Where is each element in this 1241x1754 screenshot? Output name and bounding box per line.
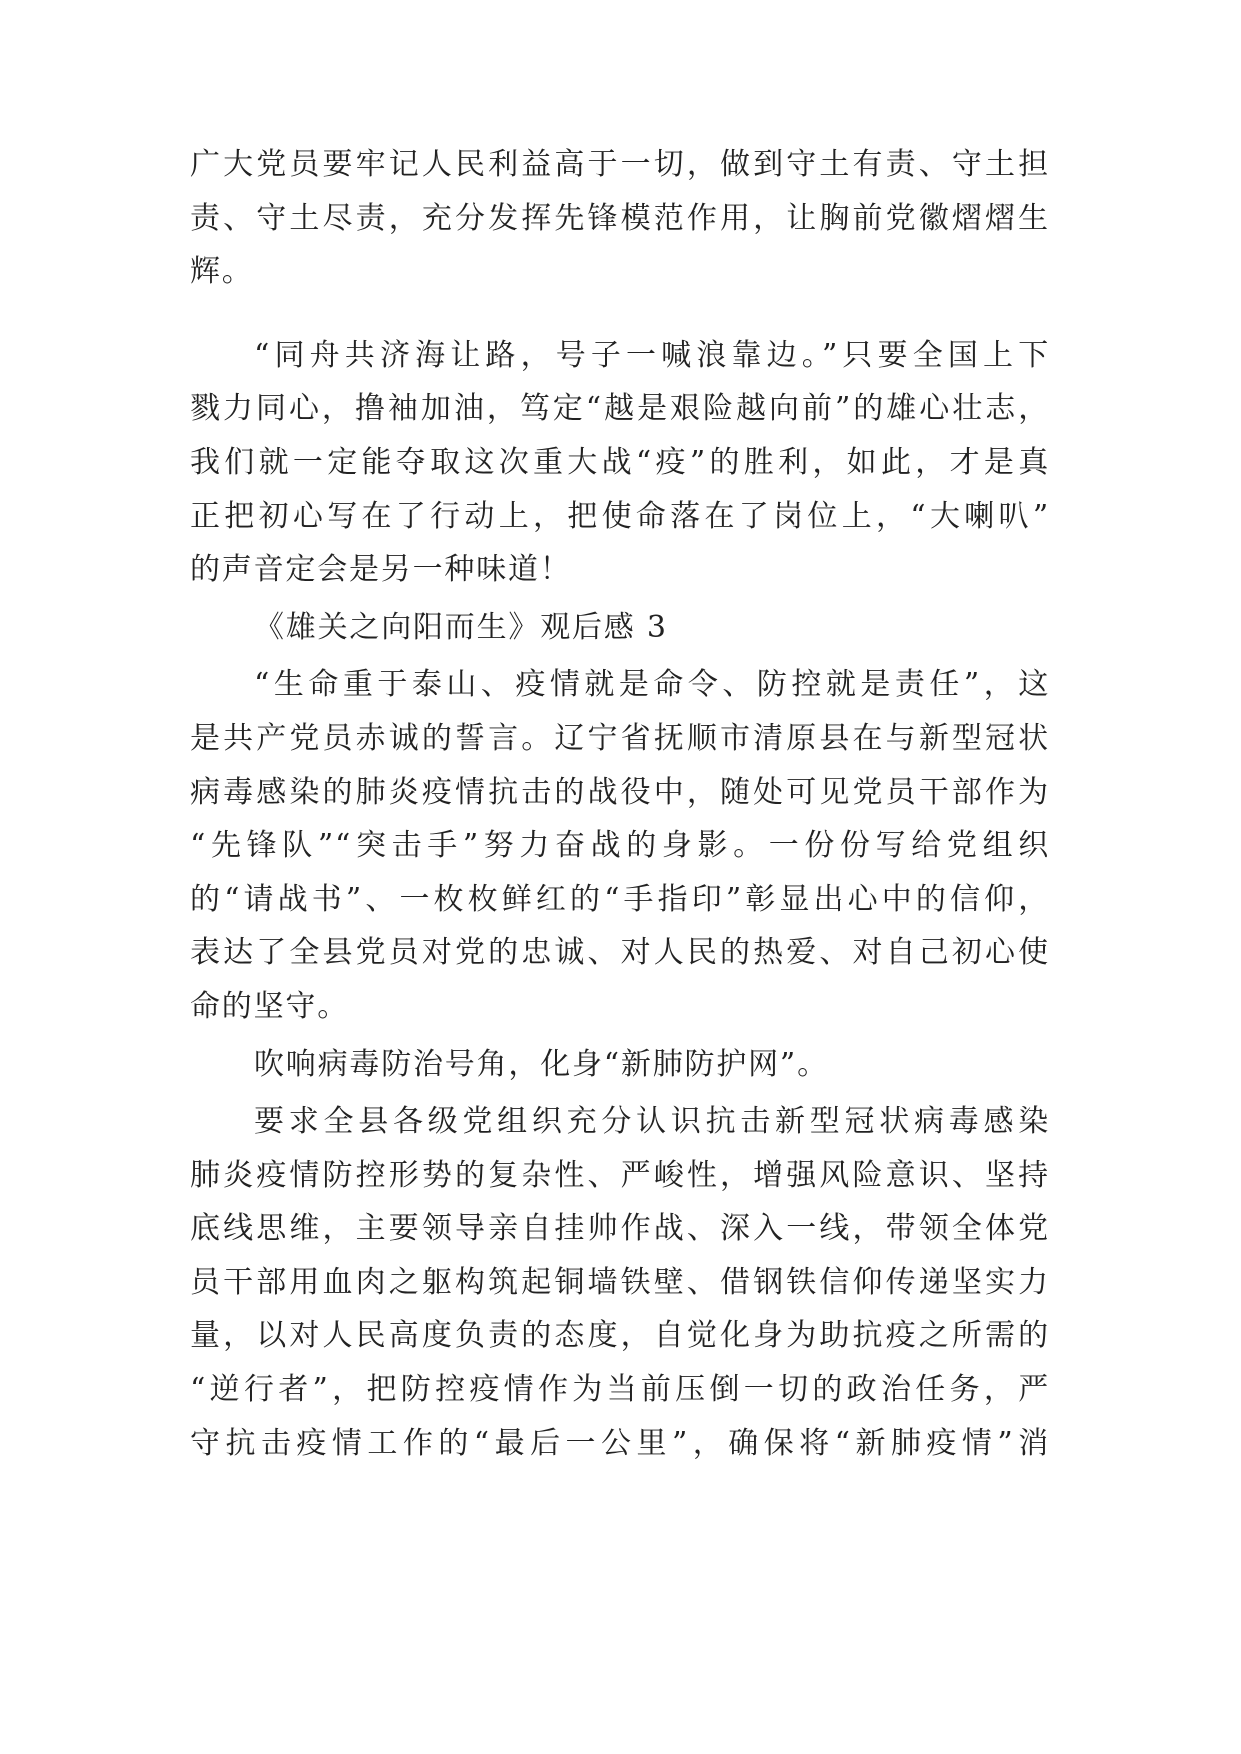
- text-line: 守抗击疫情工作的“最后一公里”，确保将“新肺疫情”消: [190, 1425, 1050, 1461]
- paragraph: [190, 1095, 1050, 1470]
- paragraph: [190, 329, 1050, 597]
- paragraph: [190, 658, 1050, 1033]
- text-line: “同舟共济海让路，号子一喊浪靠边。”只要全国上下: [254, 337, 1050, 373]
- text-line: “先锋队”“突击手”努力奋战的身影。一份份写给党组织: [190, 828, 1050, 864]
- text-line: 正把初心写在了行动上，把使命落在了岗位上，“大喇叭”: [190, 498, 1050, 534]
- text-line: 表达了全县党员对党的忠诚、对人民的热爱、对自己初心使: [190, 935, 1050, 971]
- text-line: 责、守土尽责，充分发挥先锋模范作用，让胸前党徽熠熠生: [190, 200, 1050, 236]
- text-line: 命的坚守。: [190, 988, 349, 1024]
- text-line: 的声音定会是另一种味道！: [190, 552, 572, 588]
- section-title-text: 《雄关之向阳而生》观后感 3: [254, 609, 668, 645]
- text-line: 量，以对人民高度负责的态度，自觉化身为助抗疫之所需的: [190, 1318, 1050, 1354]
- section-title: [190, 601, 1050, 655]
- text-line: 广大党员要牢记人民利益高于一切，做到守土有责、守土担: [190, 147, 1050, 182]
- document-body: [190, 138, 1050, 1470]
- text-line: 要求全县各级党组织充分认识抗击新型冠状病毒感染: [254, 1104, 1050, 1140]
- paragraph: [190, 1038, 1050, 1092]
- text-line: 辉。: [190, 254, 254, 290]
- text-line: 病毒感染的肺炎疫情抗击的战役中，随处可见党员干部作为: [190, 774, 1050, 810]
- text-line: “逆行者”，把防控疫情作为当前压倒一切的政治任务，严: [190, 1372, 1050, 1408]
- paragraph: [190, 138, 1050, 299]
- text-line: 肺炎疫情防控形势的复杂性、严峻性，增强风险意识、坚持: [190, 1157, 1050, 1193]
- text-line: 吹响病毒防治号角，化身“新肺防护网”。: [254, 1046, 829, 1082]
- text-line: 员干部用血肉之躯构筑起铜墙铁壁、借钢铁信仰传递坚实力: [190, 1264, 1050, 1300]
- text-line: 我们就一定能夺取这次重大战“疫”的胜利，如此，才是真: [190, 444, 1050, 480]
- text-line: 戮力同心，撸袖加油，笃定“越是艰险越向前”的雄心壮志，: [190, 391, 1050, 427]
- text-line: 的“请战书”、一枚枚鲜红的“手指印”彰显出心中的信仰，: [190, 881, 1050, 917]
- text-line: 底线思维，主要领导亲自挂帅作战、深入一线，带领全体党: [190, 1211, 1050, 1247]
- text-line: 是共产党员赤诚的誓言。辽宁省抚顺市清原县在与新型冠状: [190, 720, 1050, 756]
- text-line: “生命重于泰山、疫情就是命令、防控就是责任”，这: [254, 667, 1050, 703]
